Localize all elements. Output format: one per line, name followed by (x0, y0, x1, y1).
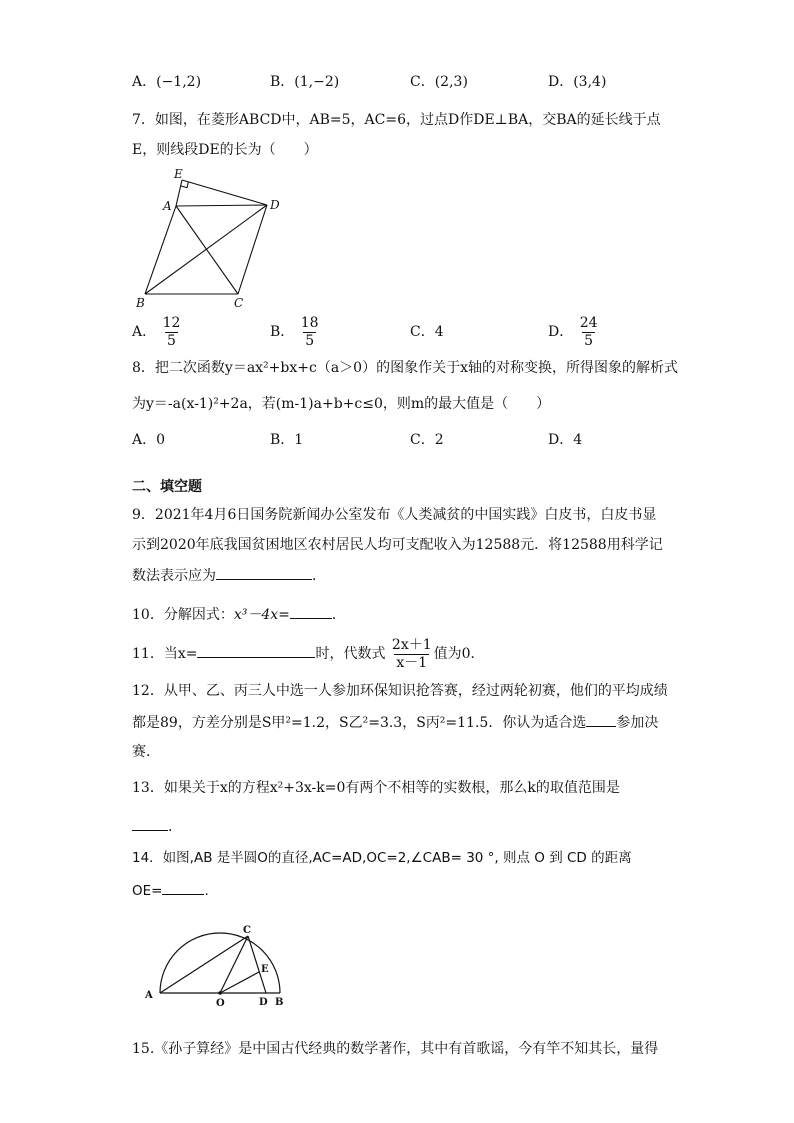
q8-option-d: D．4 (548, 432, 583, 448)
q8-stem-line1: 8．把二次函数y＝ax²+bx+c（a＞0）的图象作关于x轴的对称变换，所得图象的解析式 (132, 360, 678, 376)
extension-ae (176, 180, 182, 206)
q11-stem: 11．当x= 时，代数式 $\frac{2x+1}{x-1}$ 值为0． (132, 636, 485, 671)
q14-answer-blank[interactable] (162, 880, 204, 895)
label-b: B (136, 296, 145, 310)
segment-oe (220, 972, 259, 993)
q7-option-a: A． $\frac{12}{5}$ (132, 314, 181, 349)
diagonal-ac (176, 206, 238, 294)
section-title-fill-blank: 二、填空题 (132, 479, 202, 495)
q14-stem-line2: OE= . (132, 880, 209, 901)
edge-dc (238, 205, 267, 294)
q13-stem-line1: 13．如果关于x的方程x²+3x-k=0有两个不相等的实数根，那么k的取值范围是 (132, 780, 620, 796)
center-point-o (218, 991, 222, 995)
q13-stem-line2: ． (132, 816, 182, 837)
label-o: O (216, 998, 225, 1009)
segment-de (182, 180, 267, 205)
q8-option-c: C．2 (410, 432, 444, 448)
edge-ad (176, 205, 267, 206)
q9-stem-line2: 示到2020年底我国贫困地区农村居民人均可支配收入为12588元．将12588用科学记 (132, 537, 663, 553)
label-a: A (163, 199, 172, 213)
q7-option-c: C．4 (410, 324, 444, 340)
q9-stem-line3: 数法表示应为 ． (132, 565, 326, 586)
q12-stem-line1: 12．从甲、乙、丙三人中选一人参加环保知识抢答赛，经过两轮初赛，他们的平均成绩 (132, 683, 668, 699)
semicircle-figure (140, 920, 300, 1010)
q7-stem-line1: 7．如图，在菱形ABCD中，AB=5，AC=6，过点D作DE⊥BA，交BA的延长线于点 (132, 112, 661, 128)
q11-fraction: $\frac{2x+1}{x-1}$ (391, 636, 432, 671)
q10-stem: 10．分解因式：x³－4x= ． (132, 604, 346, 625)
q9-stem-line1: 9．2021年4月6日国务院新闻办公室发布《人类减贫的中国实践》白皮书，白皮书显 (132, 507, 657, 523)
q9-answer-blank[interactable] (216, 565, 312, 580)
q8-option-a: A．0 (132, 432, 166, 448)
q14-stem-line1: 14．如图,AB 是半圆O的直径,AC=AD,OC=2,∠CAB= 30 °, 则点 O 到 CD 的距离 (132, 850, 632, 866)
q7-option-b: B． $\frac{18}{5}$ (270, 314, 319, 349)
q6-option-a: A．(−1,2) (132, 74, 202, 90)
label-e: E (174, 167, 183, 181)
semicircle-arc (160, 933, 280, 993)
q12-stem-line3: 赛． (132, 744, 160, 760)
q8-option-b: B．1 (270, 432, 304, 448)
q13-answer-blank[interactable] (132, 816, 168, 831)
q8-stem-line2: 为y＝-a(x-1)²+2a，若(m-1)a+b+c≤0，则m的最大值是（ ） (132, 396, 551, 412)
q12-stem-line2: 都是89，方差分别是S甲²=1.2，S乙²=3.3，S丙²=11.5．你认为适合选 参加决 (132, 712, 658, 733)
rhombus-figure (130, 162, 290, 312)
q6-option-b: B．(1,−2) (270, 74, 340, 90)
q7-stem-line2: E，则线段DE的长为（ ） (132, 142, 318, 158)
label-b: B (275, 997, 284, 1008)
edge-ba (145, 206, 176, 294)
diagonal-bd (145, 205, 267, 294)
q6-option-c: C．(2,3) (410, 74, 468, 90)
label-a: A (145, 990, 153, 1001)
label-c: C (234, 296, 244, 310)
q6-option-d: D．(3,4) (548, 74, 607, 90)
label-e: E (261, 964, 269, 975)
right-angle-mark (181, 182, 189, 188)
q11-answer-blank[interactable] (197, 643, 315, 658)
label-d: D (270, 198, 280, 212)
label-c: C (243, 925, 251, 936)
q7-option-d: D． $\frac{24}{5}$ (548, 314, 598, 349)
q10-answer-blank[interactable] (290, 604, 332, 619)
label-d: D (259, 997, 268, 1008)
q12-answer-blank[interactable] (586, 712, 616, 727)
q15-stem-line1: 15.《孙子算经》是中国古代经典的数学著作，其中有首歌谣，今有竿不知其长，量得 (132, 1041, 659, 1057)
